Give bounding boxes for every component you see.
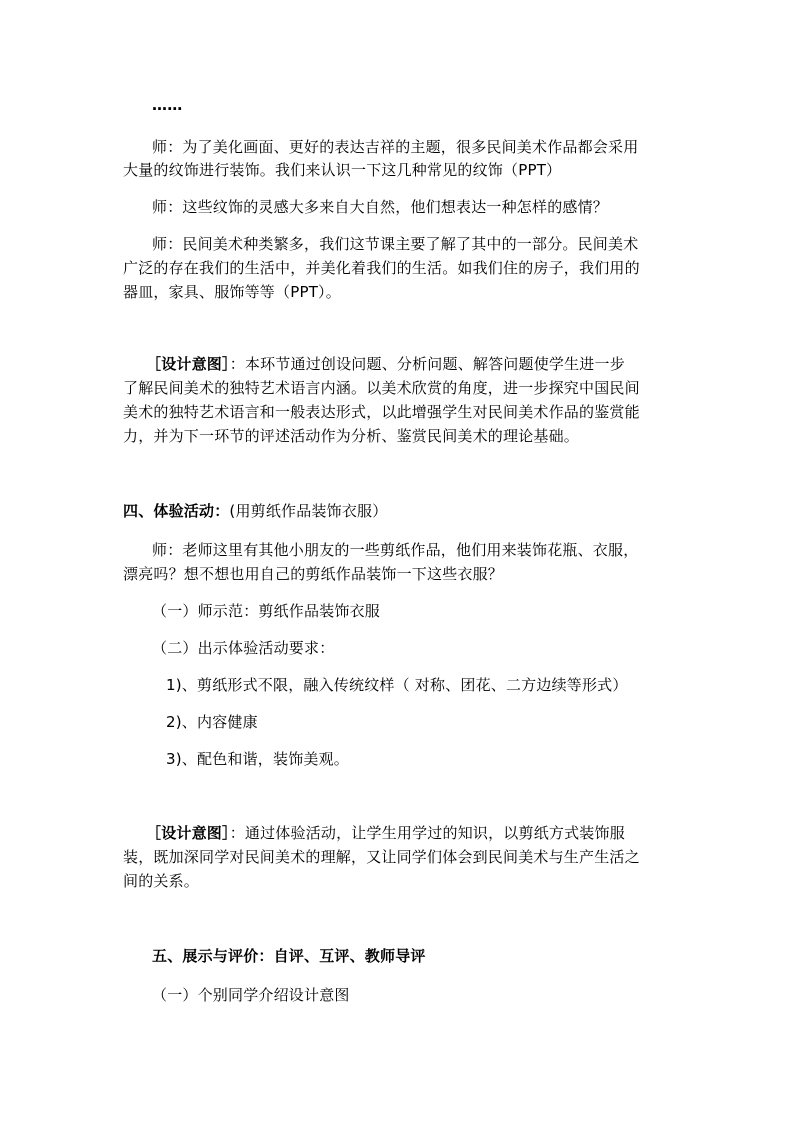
design-intent-1-line-2: 了解民间美术的独特艺术语言内涵。以美术欣赏的角度，进一步探究中国民间 bbox=[123, 379, 640, 397]
paragraph-2: 师：这些纹饰的灵感大多来自大自然，他们想表达一种怎样的感情？ bbox=[152, 198, 609, 216]
requirement-3: 3)、配色和谐，装饰美观。 bbox=[166, 750, 349, 768]
design-intent-2-line-2: 装，既加深同学对民间美术的理解，又让同学们体会到民间美术与生产生活之 bbox=[123, 848, 640, 866]
paragraph-3-line-1: 师：民间美术种类繁多，我们这节课主要了解了其中的一部分。民间美术 bbox=[152, 235, 639, 253]
design-intent-text: ：本环节通过创设问题、分析问题、解答问题使学生进一步 bbox=[229, 355, 625, 373]
section-4-paragraph-line-2: 漂亮吗？想不想也用自己的剪纸作品装饰一下这些衣服？ bbox=[123, 565, 504, 583]
section-5-heading: 五、展示与评价：自评、互评、教师导评 bbox=[152, 947, 426, 965]
requirement-1: 1)、剪纸形式不限，融入传统纹样（ 对称、团花、二方边续等形式） bbox=[166, 676, 628, 694]
design-intent-2-line-1 bbox=[146, 822, 625, 844]
section-4-note: (用剪纸作品装饰衣服） bbox=[229, 502, 388, 520]
design-intent-1-line-3: 美术的独特艺术语言和一般表达形式，以此增强学生对民间美术作品的鉴赏能 bbox=[123, 403, 640, 421]
section-4-heading bbox=[123, 500, 387, 522]
design-intent-label: ［设计意图］ bbox=[146, 824, 230, 842]
section-4-item-1: （一）师示范：剪纸作品装饰衣服 bbox=[152, 602, 381, 620]
paragraph-3-line-2: 广泛的存在我们的生活中，并美化着我们的生活。如我们住的房子，我们用的 bbox=[123, 259, 640, 277]
design-intent-1-line-4: 力，并为下一环节的评述活动作为分析、鉴赏民间美术的理论基础。 bbox=[123, 427, 580, 445]
section-4-paragraph-line-1: 师：老师这里有其他小朋友的一些剪纸作品，他们用来装饰花瓶、衣服， bbox=[152, 541, 639, 559]
paragraph-1-line-2: 大量的纹饰进行装饰。我们来认识一下这几种常见的纹饰（PPT） bbox=[123, 161, 562, 179]
ellipsis: …… bbox=[152, 96, 183, 114]
design-intent-2-line-3: 间的关系。 bbox=[123, 872, 200, 890]
section-4-title: 四、体验活动： bbox=[123, 502, 230, 520]
design-intent-label: ［设计意图］ bbox=[146, 355, 230, 373]
design-intent-1-line-1 bbox=[146, 353, 625, 375]
requirement-2: 2)、内容健康 bbox=[166, 713, 258, 731]
section-4-item-2: （二）出示体验活动要求： bbox=[152, 639, 335, 657]
design-intent-text: ：通过体验活动，让学生用学过的知识，以剪纸方式装饰服 bbox=[229, 824, 625, 842]
section-5-item-1: （一）个别同学介绍设计意图 bbox=[152, 986, 350, 1004]
paragraph-3-line-3: 器皿，家具、服饰等等（PPT）。 bbox=[123, 283, 341, 301]
paragraph-1-line-1: 师：为了美化画面、更好的表达吉祥的主题，很多民间美术作品都会采用 bbox=[152, 138, 639, 156]
